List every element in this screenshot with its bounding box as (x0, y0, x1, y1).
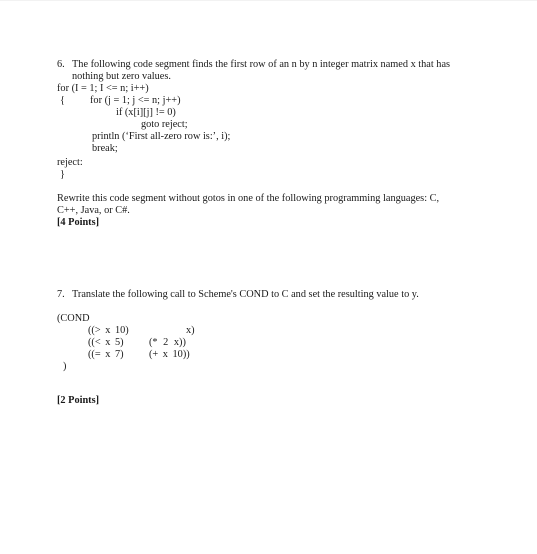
q7-number: 7. (57, 289, 65, 300)
q7-points: [2 Points] (57, 395, 100, 406)
code-line-reject-label: reject: (57, 157, 83, 168)
code-line-goto: goto reject; (141, 119, 188, 130)
cond-row-result: (* 2 x)) (149, 337, 186, 348)
cond-row-result: (+ x 10)) (149, 349, 190, 360)
cond-row-result: x) (186, 325, 195, 336)
cond-row-condition: ((< x 5) (88, 337, 124, 348)
code-line-for-i: for (I = 1; I <= n; i++) (57, 83, 149, 94)
q7-prompt: Translate the following call to Scheme's COND to C and set the resulting value to y. (72, 289, 419, 300)
cond-row-condition: ((> x 10) (88, 325, 129, 336)
code-close-brace: } (60, 169, 65, 180)
q6-prompt-line2: nothing but zero values. (72, 71, 171, 82)
cond-close: ) (63, 361, 67, 372)
q6-instruction-line2: C++, Java, or C#. (57, 205, 130, 216)
code-line-for-j: for (j = 1; j <= n; j++) (90, 95, 181, 106)
q6-prompt-line1: The following code segment finds the first row of an n by n integer matrix named x that has (72, 59, 451, 70)
cond-row-condition: ((= x 7) (88, 349, 124, 360)
code-line-if: if (x[i][j] != 0) (116, 107, 176, 118)
q6-instruction-line1: Rewrite this code segment without gotos in one of the following programming languages: C, (57, 193, 440, 204)
top-edge-line (0, 0, 537, 1)
q6-points: [4 Points] (57, 217, 100, 228)
code-open-brace: { (60, 95, 65, 106)
code-line-println: println (‘First all-zero row is:’, i); (92, 131, 231, 142)
cond-open: (COND (57, 313, 90, 324)
q6-number: 6. (57, 59, 65, 70)
code-line-break: break; (92, 143, 118, 154)
